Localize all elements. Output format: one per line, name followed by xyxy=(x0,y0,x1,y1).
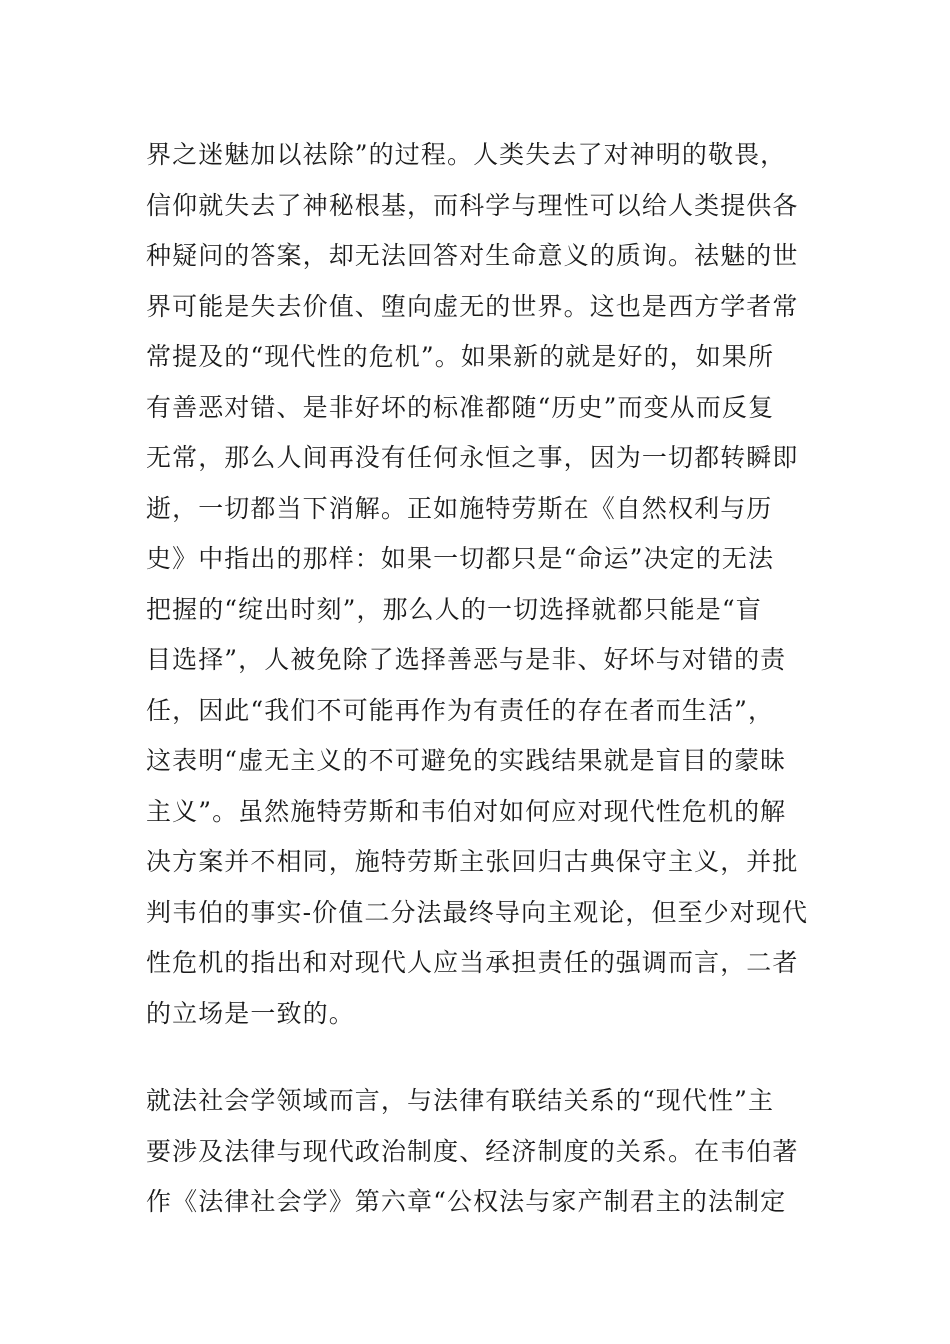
text-line: 作《法律社会学》第六章“公权法与家产制君主的法制定 xyxy=(146,1187,787,1216)
text-line: 这表明“虚无主义的不可避免的实践结果就是盲目的蒙昧 xyxy=(146,746,787,775)
paragraph-1 xyxy=(146,130,808,1039)
text-line: 目选择”，人被免除了选择善恶与是非、好坏与对错的责 xyxy=(146,645,787,674)
text-line: 界之迷魅加以祛除”的过程。人类失去了对神明的敬畏， xyxy=(146,140,787,169)
text-line: 要涉及法律与现代政治制度、经济制度的关系。在韦伯著 xyxy=(146,1136,799,1166)
text-line: 无常，那么人间再没有任何永恒之事，因为一切都转瞬即 xyxy=(146,443,799,472)
text-line: 性危机的指出和对现代人应当承担责任的强调而言，二者 xyxy=(146,948,799,977)
text-line: 把握的“绽出时刻”，那么人的一切选择就都只能是“盲 xyxy=(146,594,762,624)
text-line: 常提及的“现代性的危机”。如果新的就是好的，如果所 xyxy=(146,342,775,371)
text-line: 逝，一切都当下消解。正如施特劳斯在《自然权利与历 xyxy=(146,493,773,523)
text-line: 任，因此“我们不可能再作为有责任的存在者而生活”， xyxy=(146,695,775,725)
text-line: 史》中指出的那样：如果一切都只是“命运”决定的无法 xyxy=(146,544,775,573)
text-line: 信仰就失去了神秘根基，而科学与理性可以给人类提供各 xyxy=(146,190,799,220)
text-line: 的立场是一致的。 xyxy=(146,998,355,1028)
text-line: 就法社会学领域而言，与法律有联结关系的“现代性”主 xyxy=(146,1086,775,1115)
paragraph-2 xyxy=(146,1076,808,1228)
text-line: 界可能是失去价值、堕向虚无的世界。这也是西方学者常 xyxy=(146,291,799,321)
text-line: 主义”。虽然施特劳斯和韦伯对如何应对现代性危机的解 xyxy=(146,796,787,826)
text-line: 有善恶对错、是非好坏的标准都随“历史”而变从而反复 xyxy=(146,392,775,422)
text-line: 判韦伯的事实-价值二分法最终导向主观论，但至少对现代 xyxy=(146,897,808,927)
text-line: 种疑问的答案，却无法回答对生命意义的质询。祛魅的世 xyxy=(146,241,799,270)
text-line: 决方案并不相同，施特劳斯主张回归古典保守主义，并批 xyxy=(146,847,799,876)
